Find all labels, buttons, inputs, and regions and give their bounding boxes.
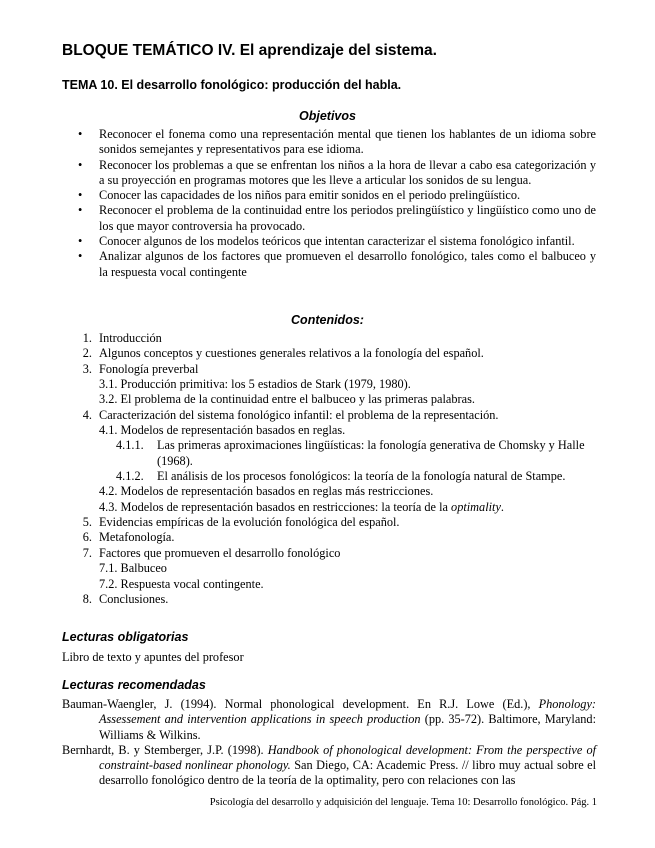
recommended-readings-heading: Lecturas recomendadas xyxy=(62,678,206,692)
reference-entry: Bernhardt, B. y Stemberger, J.P. (1998). Handbook of phonological development: From the perspective of constraint-based nonlinear phonology. San Diego, CA: Academic Press. // libro muy actual sobre el desarrollo fonológico dentro de la teoría de la optimality, pero con relaciones con las xyxy=(62,742,597,788)
contents-item: 7. Factores que promueven el desarrollo fonológico xyxy=(82,545,341,560)
objective-item: • Reconocer el problema de la continuidad entre los periodos prelingüístico y lingüístico como uno de los que mayor controversia ha provocado. xyxy=(78,203,596,233)
contents-subitem: 4.1. Modelos de representación basados en reglas. xyxy=(99,423,346,438)
contents-heading: Contenidos: xyxy=(291,313,364,327)
bullet-icon: • xyxy=(78,249,83,264)
topic-title: TEMA 10. El desarrollo fonológico: producción del habla. xyxy=(62,78,402,92)
objective-item: • Conocer algunos de los modelos teóricos que intentan caracterizar el sistema fonológico infantil. xyxy=(78,234,575,249)
contents-item: 3. Fonología preverbal xyxy=(82,361,199,376)
bullet-icon: • xyxy=(78,203,83,218)
contents-list xyxy=(62,331,602,607)
contents-subitem: 3.1. Producción primitiva: los 5 estadios de Stark (1979, 1980). xyxy=(99,377,411,392)
objective-item: • Analizar algunos de los factores que promueven el desarrollo fonológico, tales como el balbuceo y la respuesta vocal contingente xyxy=(78,249,596,279)
contents-item: 1. Introducción xyxy=(82,331,162,345)
required-readings-text: Libro de texto y apuntes del profesor xyxy=(62,650,244,664)
contents-item: 2. Algunos conceptos y cuestiones generales relativos a la fonología del español. xyxy=(82,346,484,361)
required-readings-heading: Lecturas obligatorias xyxy=(62,630,189,644)
contents-subitem: 3.2. El problema de la continuidad entre el balbuceo y las primeras palabras. xyxy=(99,392,475,407)
contents-item: 8. Conclusiones. xyxy=(82,591,169,606)
contents-item: 4. Caracterización del sistema fonológico infantil: el problema de la representación. xyxy=(82,407,499,422)
objective-item: • Conocer las capacidades de los niños para emitir sonidos en el periodo prelingüístico. xyxy=(78,188,521,203)
bullet-icon: • xyxy=(78,157,83,172)
contents-subitem: 4.2. Modelos de representación basados en reglas más restricciones. xyxy=(99,484,434,499)
objective-item: • Reconocer los problemas a que se enfrentan los niños a la hora de llevar a cabo esa categorización y a su proyección en programas motores que les lleve a articular los sonidos de su lengua. xyxy=(78,157,596,187)
contents-subitem: 7.2. Respuesta vocal contingente. xyxy=(99,576,264,591)
reference-entry: Bauman-Waengler, J. (1994). Normal phonological development. En R.J. Lowe (Ed.), Phonology: Assessement and intervention applications in speech production (pp. 35-72). Baltimore, Maryland: Williams & Wilkins. xyxy=(62,697,596,742)
bullet-icon: • xyxy=(78,188,83,203)
contents-subitem: 4.3. Modelos de representación basados en restricciones: la teoría de la optimality. xyxy=(99,499,504,514)
objectives-list xyxy=(62,127,596,280)
contents-subsubitem: 4.1.2. El análisis de los procesos fonológicos: la teoría de la fonología natural de Stampe. xyxy=(116,469,566,484)
bullet-icon: • xyxy=(78,234,83,249)
objective-item: • Reconocer el fonema como una representación mental que tienen los hablantes de un idioma sobre sonidos semejantes y representativos para ese idioma. xyxy=(78,127,596,157)
block-title: BLOQUE TEMÁTICO IV. El aprendizaje del sistema. xyxy=(62,42,437,59)
contents-item: 6. Metafonología. xyxy=(82,530,175,545)
bullet-icon: • xyxy=(78,127,83,141)
objectives-heading: Objetivos xyxy=(299,109,356,123)
recommended-readings-list xyxy=(62,697,596,789)
contents-item: 5. Evidencias empíricas de la evolución fonológica del español. xyxy=(82,515,400,530)
contents-subitem: 7.1. Balbuceo xyxy=(99,561,167,576)
contents-subsubitem: 4.1.1. Las primeras aproximaciones lingüísticas: la fonología generativa de Chomsky y Halle (1968). xyxy=(116,438,585,468)
page-footer: Psicología del desarrollo y adquisición del lenguaje. Tema 10: Desarrollo fonológico. Pág. 1 xyxy=(209,797,597,808)
